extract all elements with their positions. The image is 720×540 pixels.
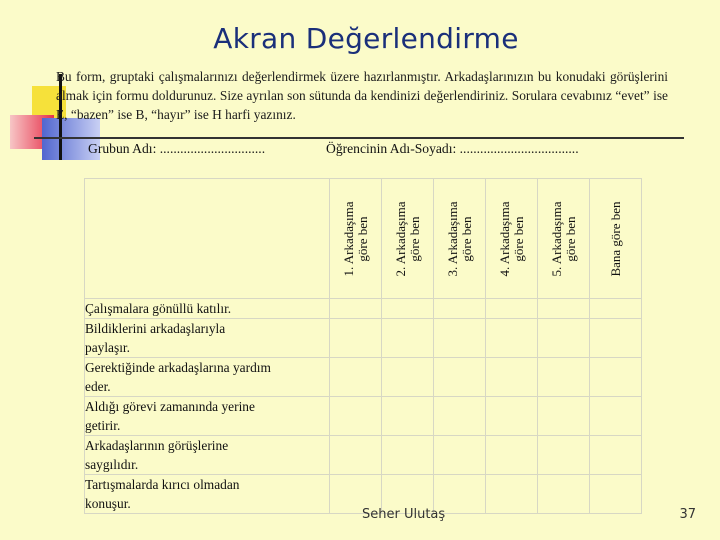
answer-cell[interactable] <box>434 299 486 319</box>
criterion-cell: Bildiklerini arkadaşlarıyla paylaşır. <box>85 319 330 358</box>
answer-cell[interactable] <box>330 299 382 319</box>
table-row <box>85 397 642 436</box>
answer-cell[interactable] <box>434 397 486 436</box>
table-row <box>85 299 642 319</box>
answer-cell[interactable] <box>590 475 642 514</box>
table-header-row <box>85 179 642 299</box>
page-number: 37 <box>679 507 696 522</box>
answer-cell[interactable] <box>382 319 434 358</box>
answer-cell[interactable] <box>434 436 486 475</box>
answer-cell[interactable] <box>486 475 538 514</box>
answer-cell[interactable] <box>382 436 434 475</box>
column-header-self: Bana göre ben <box>590 179 642 299</box>
column-header-4: 4. Arkadaşıma göre ben <box>486 179 538 299</box>
answer-cell[interactable] <box>330 397 382 436</box>
answer-cell[interactable] <box>538 475 590 514</box>
answer-cell[interactable] <box>434 358 486 397</box>
answer-cell[interactable] <box>486 358 538 397</box>
table-row <box>85 436 642 475</box>
footer-author: Seher Ulutaş <box>362 507 446 522</box>
answer-cell[interactable] <box>590 319 642 358</box>
answer-cell[interactable] <box>538 319 590 358</box>
slide-title: Akran Değerlendirme <box>213 22 519 55</box>
answer-cell[interactable] <box>330 358 382 397</box>
criterion-cell: Aldığı görevi zamanında yerine getirir. <box>85 397 330 436</box>
decor-horizontal-line <box>34 137 684 139</box>
column-header-1: 1. Arkadaşıma göre ben <box>330 179 382 299</box>
student-name-label: Öğrencinin Adı-Soyadı: ................................... <box>326 141 579 156</box>
answer-cell[interactable] <box>382 397 434 436</box>
criterion-cell: Arkadaşlarının görüşlerine saygılıdır. <box>85 436 330 475</box>
answer-cell[interactable] <box>538 397 590 436</box>
intro-paragraph: Bu form, gruptaki çalışmalarınızı değerlendirmek üzere hazırlanmıştır. Arkadaşlarınızın bu konudaki görüşlerini almak için formu doldurunuz. Size ayrılan son sütunda da kendinizi değerlendiriniz. Sorulara cevabınız “evet” ise E, “bazen” ise B, “hayır” ise H harfi yazınız. <box>56 69 668 122</box>
answer-cell[interactable] <box>486 319 538 358</box>
answer-cell[interactable] <box>590 299 642 319</box>
group-name-label: Grubun Adı: ............................... <box>88 141 266 156</box>
answer-cell[interactable] <box>434 319 486 358</box>
answer-cell[interactable] <box>538 299 590 319</box>
column-header-2: 2. Arkadaşıma göre ben <box>382 179 434 299</box>
column-header-3: 3. Arkadaşıma göre ben <box>434 179 486 299</box>
table-row <box>85 358 642 397</box>
criterion-cell: Gerektiğinde arkadaşlarına yardım eder. <box>85 358 330 397</box>
evaluation-table <box>84 178 642 514</box>
answer-cell[interactable] <box>590 397 642 436</box>
criterion-cell: Çalışmalara gönüllü katılır. <box>85 299 330 319</box>
answer-cell[interactable] <box>590 436 642 475</box>
criterion-cell: Tartışmalarda kırıcı olmadan konuşur. <box>85 475 330 514</box>
answer-cell[interactable] <box>330 436 382 475</box>
answer-cell[interactable] <box>382 299 434 319</box>
table-row <box>85 319 642 358</box>
answer-cell[interactable] <box>382 358 434 397</box>
header-blank-cell <box>85 179 330 299</box>
answer-cell[interactable] <box>486 397 538 436</box>
answer-cell[interactable] <box>486 299 538 319</box>
answer-cell[interactable] <box>486 436 538 475</box>
answer-cell[interactable] <box>330 319 382 358</box>
answer-cell[interactable] <box>538 358 590 397</box>
answer-cell[interactable] <box>590 358 642 397</box>
column-header-5: 5. Arkadaşıma göre ben <box>538 179 590 299</box>
answer-cell[interactable] <box>538 436 590 475</box>
